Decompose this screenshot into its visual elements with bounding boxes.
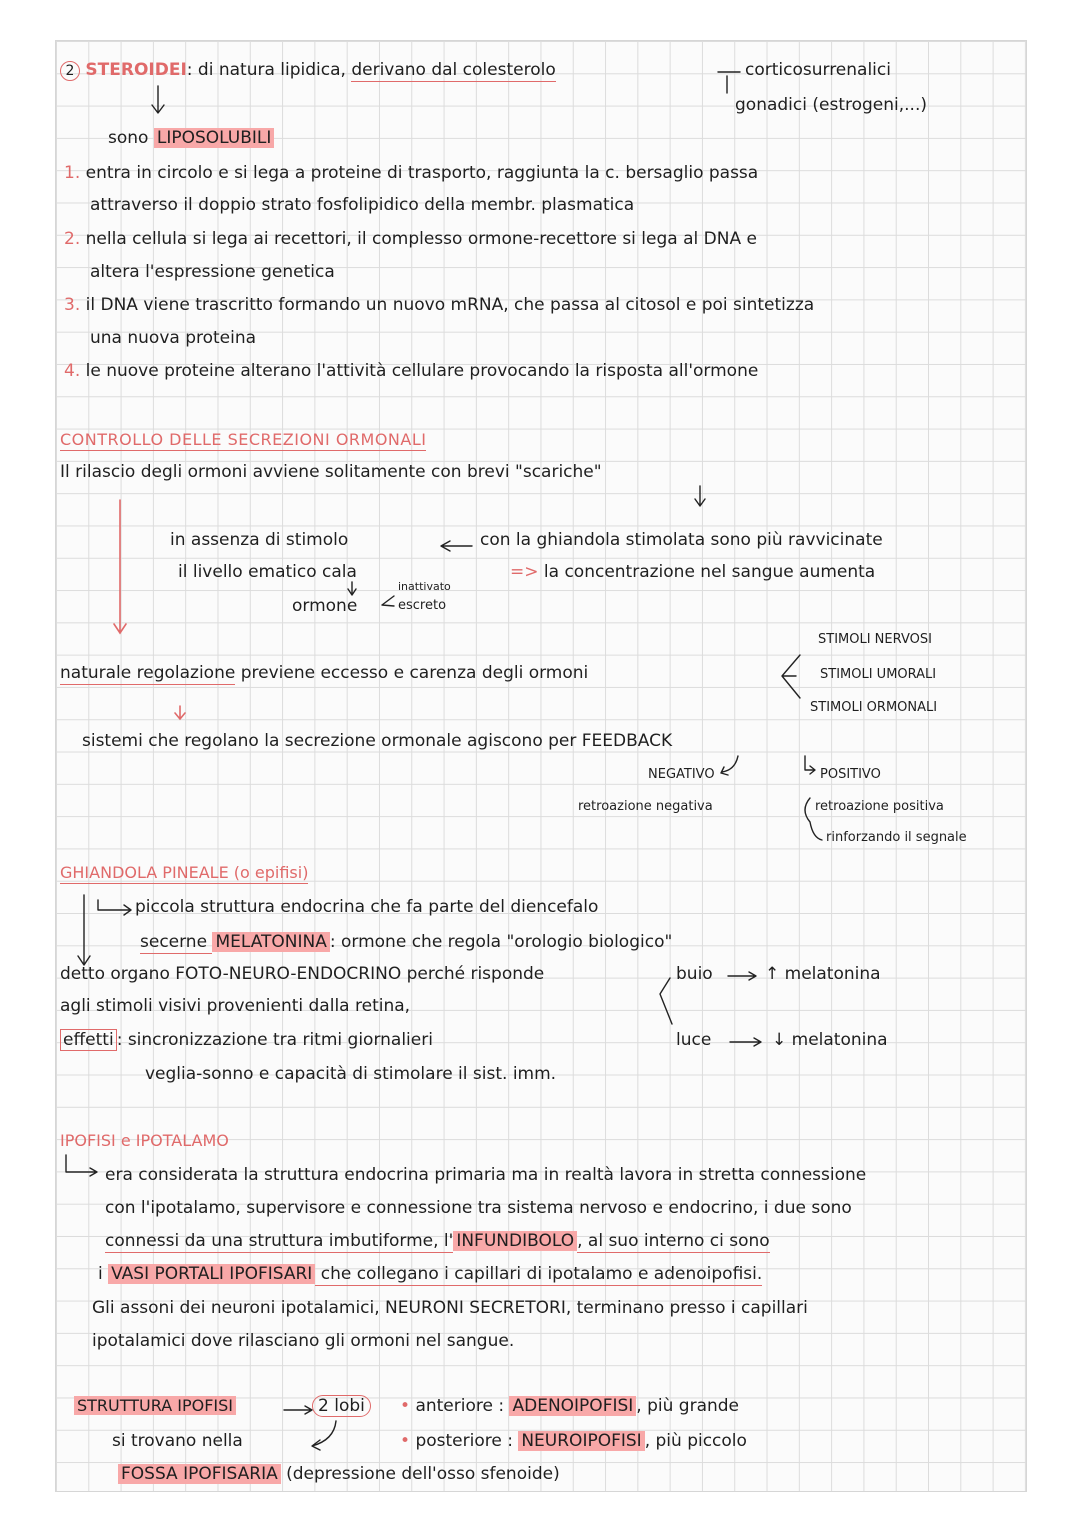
vasi-portali-highlight: VASI PORTALI IPOFISARI	[108, 1264, 315, 1284]
lobi-label: 2 lobi	[312, 1396, 371, 1416]
rinforzando-label: rinforzando il segnale	[826, 830, 967, 845]
ipofisi-line-3: connessi da una struttura imbutiforme, l' INFUNDIBOLO , al suo interno ci sono	[105, 1231, 770, 1251]
absence-line-1: in assenza di stimolo	[170, 530, 349, 550]
ipofisi-line-2: con l'ipotalamo, supervisore e connessione tra sistema nervoso e endocrino, i due sono	[105, 1198, 852, 1218]
steroidi-desc-underlined: derivano dal colesterolo	[351, 60, 556, 80]
luce-label: luce	[676, 1030, 712, 1050]
buio-result: ↑ melatonina	[765, 964, 881, 984]
steroidi-heading	[60, 60, 556, 81]
luce-result: ↓ melatonina	[772, 1030, 888, 1050]
pineale-stimoli: agli stimoli visivi provenienti dalla retina,	[60, 996, 411, 1016]
ormone-label: ormone	[292, 596, 358, 616]
steroidi-type-2: gonadici (estrogeni,...)	[735, 95, 927, 115]
pineale-veglia: veglia-sonno e capacità di stimolare il sist. imm.	[145, 1064, 557, 1084]
step-2-cont: altera l'espressione genetica	[90, 262, 335, 282]
escreto-label: escreto	[398, 598, 447, 613]
pineale-line-1: piccola struttura endocrina che fa parte del diencefalo	[135, 897, 599, 917]
steroidi-desc: : di natura lipidica,	[186, 60, 352, 80]
step-1-cont: attraverso il doppio strato fosfolipidico della membr. plasmatica	[90, 195, 635, 215]
lobo-posteriore: • posteriore : NEUROIPOFISI , più piccolo	[400, 1431, 747, 1451]
pineale-effetti: effetti : sincronizzazione tra ritmi giornalieri	[60, 1030, 433, 1050]
inattivato-label: inattivato	[398, 580, 451, 593]
step-1: 1. entra in circolo e si lega a proteine di trasporto, raggiunta la c. bersaglio passa	[64, 163, 759, 183]
ipofisi-line-6: ipotalamici dove rilasciano gli ormoni nel sangue.	[92, 1331, 515, 1351]
controllo-title: CONTROLLO DELLE SECREZIONI ORMONALI	[60, 430, 427, 449]
retroazione-positiva: retroazione positiva	[815, 799, 944, 814]
negativo-label: NEGATIVO	[648, 767, 715, 782]
controllo-intro: Il rilascio degli ormoni avviene solitamente con brevi "scariche"	[60, 462, 602, 482]
si-trovano-label: si trovano nella	[112, 1431, 243, 1451]
buio-label: buio	[676, 964, 713, 984]
pineale-secerne: secerne MELATONINA : ormone che regola "orologio biologico"	[140, 932, 673, 952]
stimoli-ormonali: STIMOLI ORMONALI	[810, 700, 938, 715]
pineale-title: GHIANDOLA PINEALE (o epifisi)	[60, 863, 309, 882]
feedback-systems: sistemi che regolano la secrezione ormonale agiscono per FEEDBACK	[82, 731, 673, 751]
step-3-cont: una nuova proteina	[90, 328, 257, 348]
absence-line-2: il livello ematico cala	[178, 562, 357, 582]
ipofisi-line-5: Gli assoni dei neuroni ipotalamici, NEURONI SECRETORI, terminano presso i capillari	[92, 1298, 808, 1318]
ipofisi-line-1: era considerata la struttura endocrina primaria ma in realtà lavora in stretta connessione	[105, 1165, 867, 1185]
stimulated-line-1: con la ghiandola stimolata sono più ravvicinate	[480, 530, 883, 550]
infundibolo-highlight: INFUNDIBOLO	[453, 1231, 577, 1251]
section-number: 2	[60, 61, 80, 81]
liposolubili-highlight: LIPOSOLUBILI	[154, 128, 275, 148]
adenoipofisi-highlight: ADENOIPOFISI	[509, 1396, 636, 1416]
fossa-highlight: FOSSA IPOFISARIA	[118, 1464, 281, 1484]
stimoli-nervosi: STIMOLI NERVOSI	[818, 632, 932, 647]
sono-liposolubili: sono LIPOSOLUBILI	[108, 128, 274, 148]
positivo-label: POSITIVO	[820, 767, 881, 782]
melatonina-highlight: MELATONINA	[212, 932, 329, 952]
effetti-box: effetti	[60, 1029, 117, 1051]
stimoli-umorali: STIMOLI UMORALI	[820, 667, 937, 682]
ipofisi-title: IPOFISI e IPOTALAMO	[60, 1131, 229, 1150]
step-3: 3. il DNA viene trascritto formando un nuovo mRNA, che passa al citosol e poi sintetizza	[64, 295, 815, 315]
fossa-line: FOSSA IPOFISARIA (depressione dell'osso sfenoide)	[118, 1464, 560, 1484]
steroidi-title: STEROIDEI	[85, 60, 187, 80]
step-2: 2. nella cellula si lega ai recettori, il complesso ormone-recettore si lega al DNA e	[64, 229, 757, 249]
ipofisi-line-4: i VASI PORTALI IPOFISARI che collegano i capillari di ipotalamo e adenoipofisi.	[98, 1264, 763, 1284]
struttura-title: STRUTTURA IPOFISI	[74, 1396, 236, 1416]
lobo-anteriore: • anteriore : ADENOIPOFISI , più grande	[400, 1396, 740, 1416]
stimulated-line-2: => la concentrazione nel sangue aumenta	[510, 562, 876, 582]
neuroipofisi-highlight: NEUROIPOFISI	[518, 1431, 644, 1451]
steroidi-type-1: corticosurrenalici	[745, 60, 891, 80]
retroazione-negativa: retroazione negativa	[578, 799, 713, 814]
natural-regulation: naturale regolazione previene eccesso e carenza degli ormoni	[60, 663, 589, 683]
pineale-detto: detto organo FOTO-NEURO-ENDOCRINO perché risponde	[60, 964, 545, 984]
step-4: 4. le nuove proteine alterano l'attività cellulare provocando la risposta all'ormone	[64, 361, 759, 381]
